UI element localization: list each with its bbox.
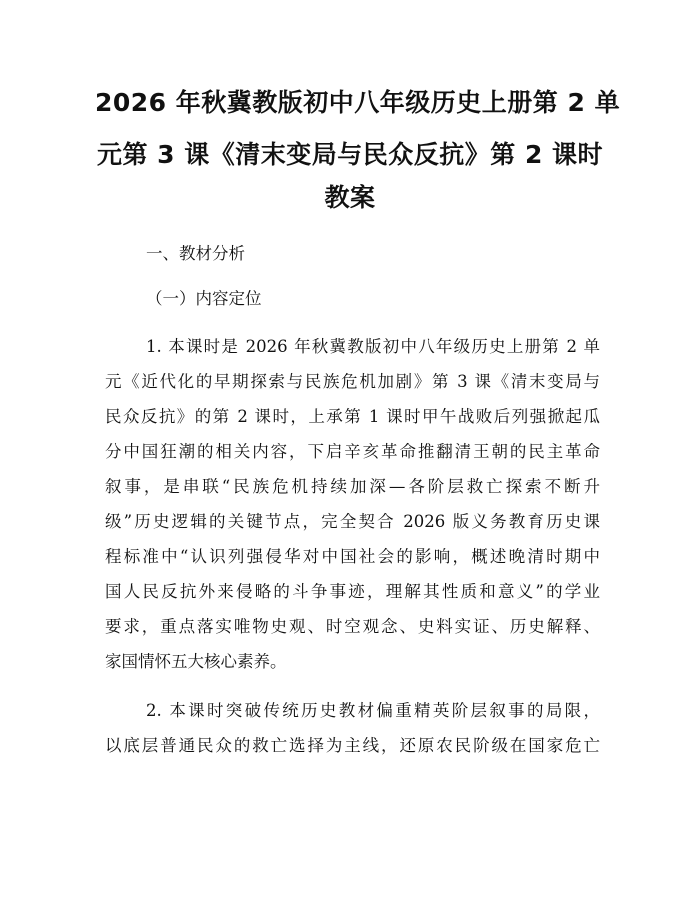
paragraph-2-line: 以底层普通民众的救亡选择为主线，还原农民阶级在国家危亡 — [105, 736, 600, 755]
document-title-line-2: 元第 3 课《清末变局与民众反抗》第 2 课时 — [96, 140, 604, 169]
paragraph-1-line: 元《近代化的早期探索与民族危机加剧》第 3 课《清末变局与 — [105, 372, 600, 391]
section-heading: 一、教材分析 — [146, 244, 245, 263]
document-title-line-1: 2026 年秋冀教版初中八年级历史上册第 2 单 — [95, 88, 621, 117]
paragraph-1-line: 要求，重点落实唯物史观、时空观念、史料实证、历史解释、 — [105, 617, 600, 636]
paragraph-1-line: 1. 本课时是 2026 年秋冀教版初中八年级历史上册第 2 单 — [146, 337, 600, 356]
paragraph-1-line: 家国情怀五大核心素养。 — [105, 652, 287, 671]
paragraph-1-line: 分中国狂潮的相关内容，下启辛亥革命推翻清王朝的民主革命 — [105, 442, 600, 461]
paragraph-1-line: 国人民反抗外来侵略的斗争事迹，理解其性质和意义”的学业 — [105, 582, 600, 601]
paragraph-2-line: 2. 本课时突破传统历史教材偏重精英阶层叙事的局限， — [146, 701, 600, 720]
paragraph-1-line: 级”历史逻辑的关键节点，完全契合 2026 版义务教育历史课 — [105, 512, 600, 531]
document-title-line-3: 教案 — [324, 183, 376, 212]
subsection-heading: （一）内容定位 — [146, 289, 262, 308]
paragraph-1-line: 民众反抗》的第 2 课时，上承第 1 课时甲午战败后列强掀起瓜 — [105, 407, 600, 426]
paragraph-1-line: 叙事，是串联“民族危机持续加深—各阶层救亡探索不断升 — [105, 477, 600, 496]
paragraph-1-line: 程标准中“认识列强侵华对中国社会的影响，概述晚清时期中 — [105, 547, 600, 566]
